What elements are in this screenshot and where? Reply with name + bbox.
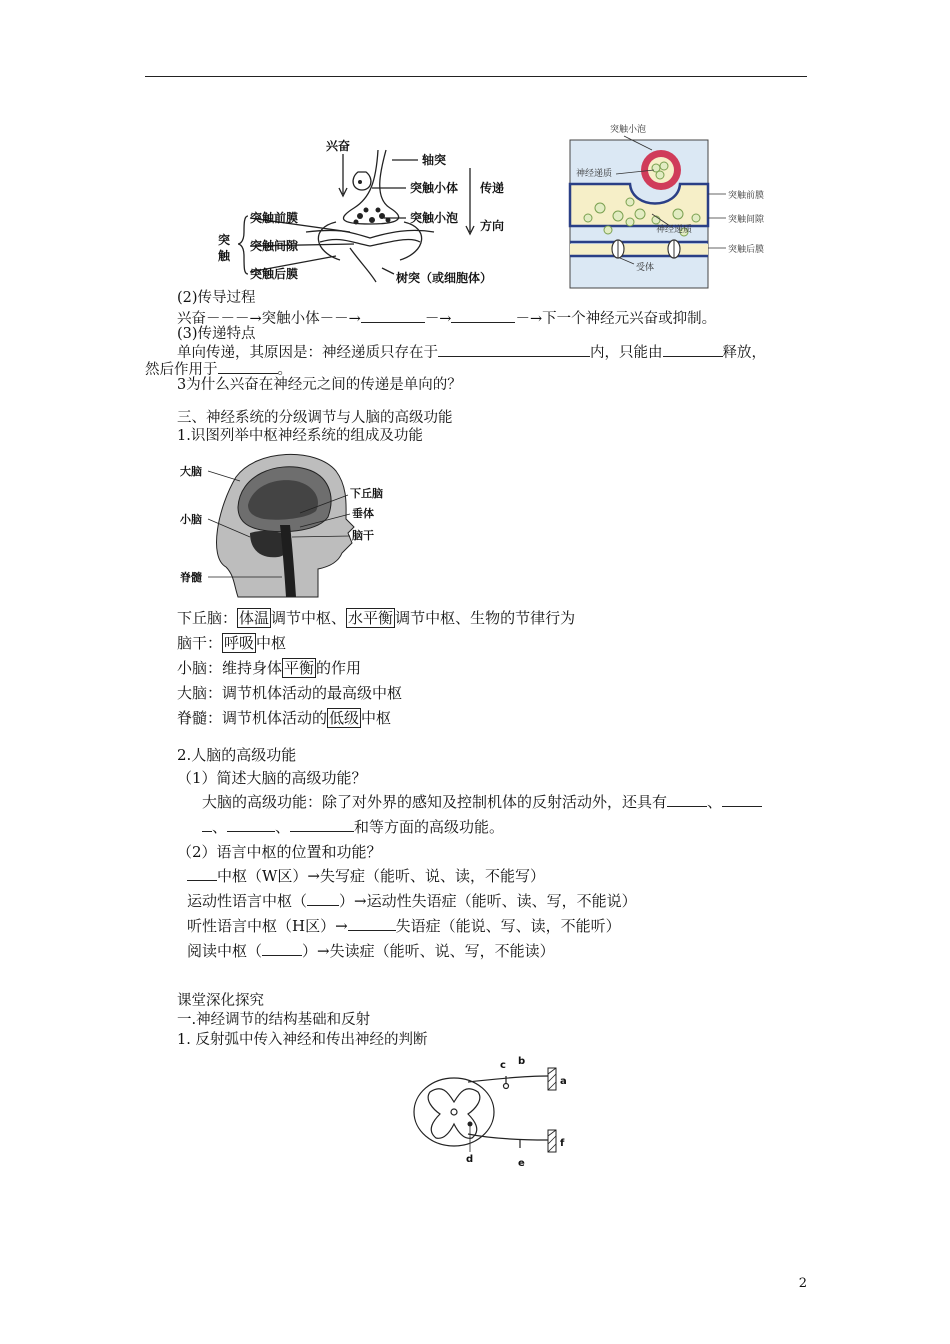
feat-text-c: 释放， [722, 345, 766, 361]
micro-label-postmembrane: 突触后膜 [728, 245, 765, 255]
brain-label-cerebrum: 大脑 [180, 465, 202, 478]
reflex-arc-diagram [408, 1054, 578, 1174]
lang-text: 运动性语言中枢（ [187, 892, 308, 910]
diag-label-bouton: 突触小体 [410, 181, 459, 195]
transmission-heading: (2)传导过程 [177, 290, 256, 306]
func-highlight: 低级 [329, 709, 360, 727]
micro-label-transmitter: 神经递质 [576, 169, 613, 179]
func-text: 中枢 [256, 634, 287, 652]
lang-text: 听性语言中枢（H区）→ [187, 917, 348, 935]
lang-text: ）→运动性失语症（能听、读、写，不能说） [339, 892, 637, 910]
lang-h [187, 916, 621, 936]
diag-label-postmembrane: 突触后膜 [250, 267, 299, 281]
diag-label-tu: 突 [218, 233, 231, 247]
lang-text: ）→失读症（能听、说、写，不能读） [302, 942, 555, 960]
func-text: 下丘脑： [177, 609, 238, 627]
blank-field[interactable] [202, 817, 212, 832]
higher-q2: （2）语言中枢的位置和功能？ [177, 843, 382, 861]
blank-field[interactable] [262, 941, 302, 956]
synapse-structure-diagram [210, 132, 530, 292]
micro-label-cleft: 突触间隙 [728, 215, 765, 225]
reflex-label-a: a [560, 1076, 567, 1087]
trans-bouton: 突触小体 [261, 311, 320, 327]
diag-label-excite: 兴奋 [326, 139, 351, 153]
func-highlight: 呼吸 [224, 634, 255, 652]
header-rule [145, 76, 807, 77]
func-text: 的作用 [316, 659, 362, 677]
blank-field[interactable] [218, 359, 278, 374]
lang-text: 中枢（W区）→失写症（能听、说、读，不能写） [217, 867, 545, 885]
blank-field[interactable] [361, 308, 425, 323]
brain-label-cerebellum: 小脑 [180, 513, 202, 526]
lang-w [187, 866, 545, 886]
micro-label-receptor: 受体 [636, 263, 655, 273]
blank-field[interactable] [290, 817, 354, 832]
reflex-label-b: b [518, 1056, 526, 1067]
higher-p1-line1: 大脑的高级功能：除了对外界的感知及控制机体的反射活动外，还具有 、 [202, 792, 762, 812]
reflex-label-f: f [560, 1138, 565, 1149]
func-text: 脊髓：调节机体活动的 [177, 709, 328, 727]
reflex-label-d: d [466, 1154, 474, 1165]
feat-text-d: 然后作用于 [145, 362, 218, 378]
blank-field[interactable] [722, 792, 762, 807]
trans-excite: 兴奋 [177, 311, 206, 327]
higher-q1: （1）简述大脑的高级功能？ [177, 769, 367, 787]
feat-text-end: 。 [277, 362, 292, 378]
function-hypothalamus [177, 608, 575, 628]
function-cerebrum: 大脑：调节机体活动的最高级中枢 [177, 684, 403, 702]
func-highlight: 水平衡 [348, 609, 394, 627]
func-highlight: 平衡 [284, 659, 315, 677]
brain-label-hypothalamus: 下丘脑 [350, 487, 383, 500]
blank-field[interactable] [187, 866, 217, 881]
diag-label-direction: 方向 [480, 219, 505, 233]
brain-label-spinalcord: 脊髓 [180, 571, 202, 584]
func-text: 调节中枢、生物的节律行为 [395, 609, 576, 627]
higher-title: 2.人脑的高级功能 [177, 746, 297, 764]
func-text: 调节中枢、 [271, 609, 347, 627]
lang-s [187, 891, 637, 911]
higher-p1-line2: 、 、 和等方面的高级功能。 [202, 817, 504, 837]
brain-diagram [178, 447, 398, 599]
features-heading: (3)传递特点 [177, 326, 256, 342]
diag-label-cleft: 突触间隙 [250, 239, 299, 253]
micro-label-vesicle: 突触小泡 [610, 125, 647, 135]
trans-next: 下一个神经元兴奋或抑制。 [542, 311, 717, 327]
page-number: 2 [798, 1276, 807, 1291]
blank-field[interactable] [307, 891, 339, 906]
diag-label-vesicle: 突触小泡 [410, 211, 459, 225]
micro-label-transmitter-2: 神经递质 [656, 225, 693, 235]
func-text: 小脑：维持身体 [177, 659, 283, 677]
function-spinalcord [177, 708, 391, 728]
feat-text-b: 内，只能由 [590, 345, 663, 361]
diag-label-axon: 轴突 [422, 153, 447, 167]
deep-title: 课堂深化探究 [177, 993, 264, 1009]
blank-field[interactable] [438, 342, 590, 357]
micro-label-premembrane: 突触前膜 [728, 191, 765, 201]
blank-field[interactable] [348, 916, 396, 931]
diag-label-chu: 触 [218, 249, 231, 263]
brain-label-pituitary: 垂体 [352, 507, 374, 520]
blank-field[interactable] [451, 308, 515, 323]
diag-label-transmit: 传递 [480, 181, 505, 195]
question-3: 3为什么兴奋在神经元之间的传递是单向的？ [177, 377, 462, 393]
deep-sub: 一.神经调节的结构基础和反射 [177, 1012, 371, 1028]
section3-item1: 1.识图列举中枢神经系统的组成及功能 [177, 428, 423, 444]
blank-field[interactable] [663, 342, 723, 357]
blank-field[interactable] [227, 817, 275, 832]
reflex-label-c: c [500, 1060, 506, 1071]
reflex-label-e: e [518, 1158, 525, 1169]
func-text: 脑干： [177, 634, 223, 652]
function-cerebellum [177, 658, 361, 678]
diag-label-dendrite: 树突（或细胞体） [396, 271, 493, 285]
lang-v [187, 941, 555, 961]
higher-text: 和等方面的高级功能。 [354, 818, 505, 836]
brain-label-brainstem: 脑干 [352, 529, 374, 542]
diag-label-premembrane: 突触前膜 [250, 211, 299, 225]
lang-text: 失语症（能说、写、读，不能听） [395, 917, 621, 935]
func-highlight: 体温 [239, 609, 270, 627]
synapse-micro-diagram [560, 118, 800, 290]
deep-item: 1. 反射弧中传入神经和传出神经的判断 [177, 1032, 428, 1048]
feat-text-a: 单向传递，其原因是：神经递质只存在于 [177, 345, 438, 361]
higher-text: 大脑的高级功能：除了对外界的感知及控制机体的反射活动外，还具有 [202, 793, 668, 811]
lang-text: 阅读中枢（ [187, 942, 263, 960]
transmission-line: 兴奋－－－→突触小体－－→ －→ －→下一个神经元兴奋或抑制。 [177, 308, 716, 328]
section3-title: 三、神经系统的分级调节与人脑的高级功能 [177, 410, 453, 426]
func-text: 中枢 [361, 709, 392, 727]
function-brainstem [177, 633, 286, 653]
blank-field[interactable] [667, 792, 707, 807]
